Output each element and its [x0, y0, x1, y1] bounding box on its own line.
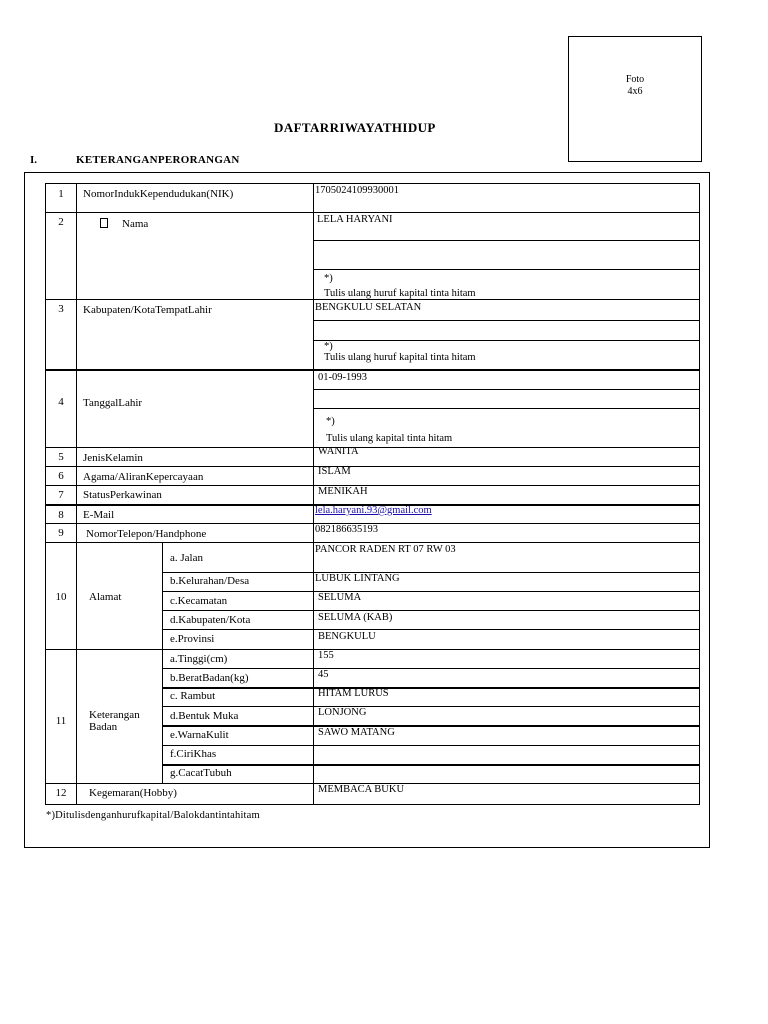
tempat-lahir-value: BENGKULU SELATAN [315, 302, 422, 313]
photo-label-line2: 4x6 [627, 86, 643, 97]
nama-value: LELA HARYANI [317, 214, 393, 225]
row-number: 7 [58, 489, 64, 501]
note-marker: *) [326, 416, 335, 427]
kecamatan-value: SELUMA [318, 592, 362, 603]
note-caps: Tulis ulang huruf kapital tinta hitam [324, 288, 476, 299]
row-number: 12 [55, 787, 67, 799]
kecamatan-label: c.Kecamatan [170, 595, 228, 607]
ciri-label: f.CiriKhas [170, 748, 217, 760]
kulit-value: SAWO MATANG [318, 727, 395, 738]
section-title: KETERANGANPERORANGAN [76, 154, 240, 166]
photo-placeholder [568, 36, 702, 162]
row-number: 8 [58, 509, 64, 521]
section-number: I. [30, 154, 38, 166]
nama-label-wrap [100, 218, 148, 231]
status-label: StatusPerkawinan [83, 489, 162, 501]
kelurahan-label: b.Kelurahan/Desa [170, 575, 250, 587]
row-number: 11 [55, 715, 67, 727]
hobby-label: Kegemaran(Hobby) [89, 787, 177, 799]
row-number: 10 [55, 591, 67, 603]
nik-label: NomorIndukKependudukan(NIK) [83, 188, 234, 200]
nik-value: 1705024109930001 [315, 185, 399, 196]
provinsi-label: e.Provinsi [170, 633, 215, 645]
muka-label: d.Bentuk Muka [170, 710, 239, 722]
badan-label-line2: Badan [89, 721, 118, 733]
row-number: 1 [58, 188, 64, 200]
kabupaten-value: SELUMA (KAB) [318, 612, 393, 623]
tanggal-lahir-value: 01-09-1993 [318, 372, 367, 383]
footnote: *)Ditulisdenganhurufkapital/Balokdantintahitam [46, 810, 260, 821]
muka-value: LONJONG [318, 707, 367, 718]
badan-label-line1: Keterangan [89, 709, 140, 721]
berat-value: 45 [318, 669, 329, 680]
note-marker: *) [324, 341, 333, 352]
row-number: 2 [58, 216, 64, 228]
alamat-label: Alamat [89, 591, 122, 603]
rambut-value: HITAM LURUS [318, 688, 389, 699]
agama-label: Agama/AliranKepercayaan [83, 471, 204, 483]
photo-label [569, 74, 701, 98]
row-number: 5 [58, 451, 64, 463]
cacat-label: g.CacatTubuh [170, 767, 232, 779]
hobby-value: MEMBACA BUKU [318, 784, 405, 795]
berat-label: b.BeratBadan(kg) [170, 672, 249, 684]
agama-value: ISLAM [318, 466, 351, 477]
email-link[interactable]: lela.haryani.93@gmail.com [315, 505, 432, 516]
document-title: DAFTARRIWAYATHIDUP [274, 120, 436, 135]
row-number: 4 [58, 396, 64, 408]
jenis-kelamin-label: JenisKelamin [83, 452, 143, 464]
photo-label-line1: Foto [625, 74, 645, 85]
row-number: 3 [58, 303, 64, 315]
jalan-label: a. Jalan [170, 552, 203, 564]
tempat-lahir-label: Kabupaten/KotaTempatLahir [83, 304, 212, 316]
telepon-label: NomorTelepon/Handphone [86, 528, 207, 540]
nama-label: Nama [122, 218, 149, 230]
placeholder-glyph-icon [100, 218, 108, 228]
note-marker: *) [324, 273, 333, 284]
provinsi-value: BENGKULU [318, 631, 376, 642]
email-label: E-Mail [83, 509, 115, 521]
kelurahan-value: LUBUK LINTANG [315, 573, 400, 584]
jalan-value: PANCOR RADEN RT 07 RW 03 [315, 544, 456, 555]
telepon-value: 082186635193 [315, 524, 378, 535]
badan-label [89, 709, 140, 733]
tinggi-label: a.Tinggi(cm) [170, 653, 228, 665]
jenis-kelamin-value: WANITA [318, 446, 359, 457]
tinggi-value: 155 [318, 650, 334, 661]
rambut-label: c. Rambut [170, 690, 216, 702]
row-number: 6 [58, 470, 64, 482]
note-caps-short: Tulis ulang kapital tinta hitam [326, 433, 453, 444]
kulit-label: e.WarnaKulit [170, 729, 229, 741]
status-value: MENIKAH [318, 486, 368, 497]
kabupaten-label: d.Kabupaten/Kota [170, 614, 251, 626]
tanggal-lahir-label: TanggalLahir [83, 397, 143, 409]
row-number: 9 [58, 527, 64, 539]
note-caps: Tulis ulang huruf kapital tinta hitam [324, 352, 476, 363]
